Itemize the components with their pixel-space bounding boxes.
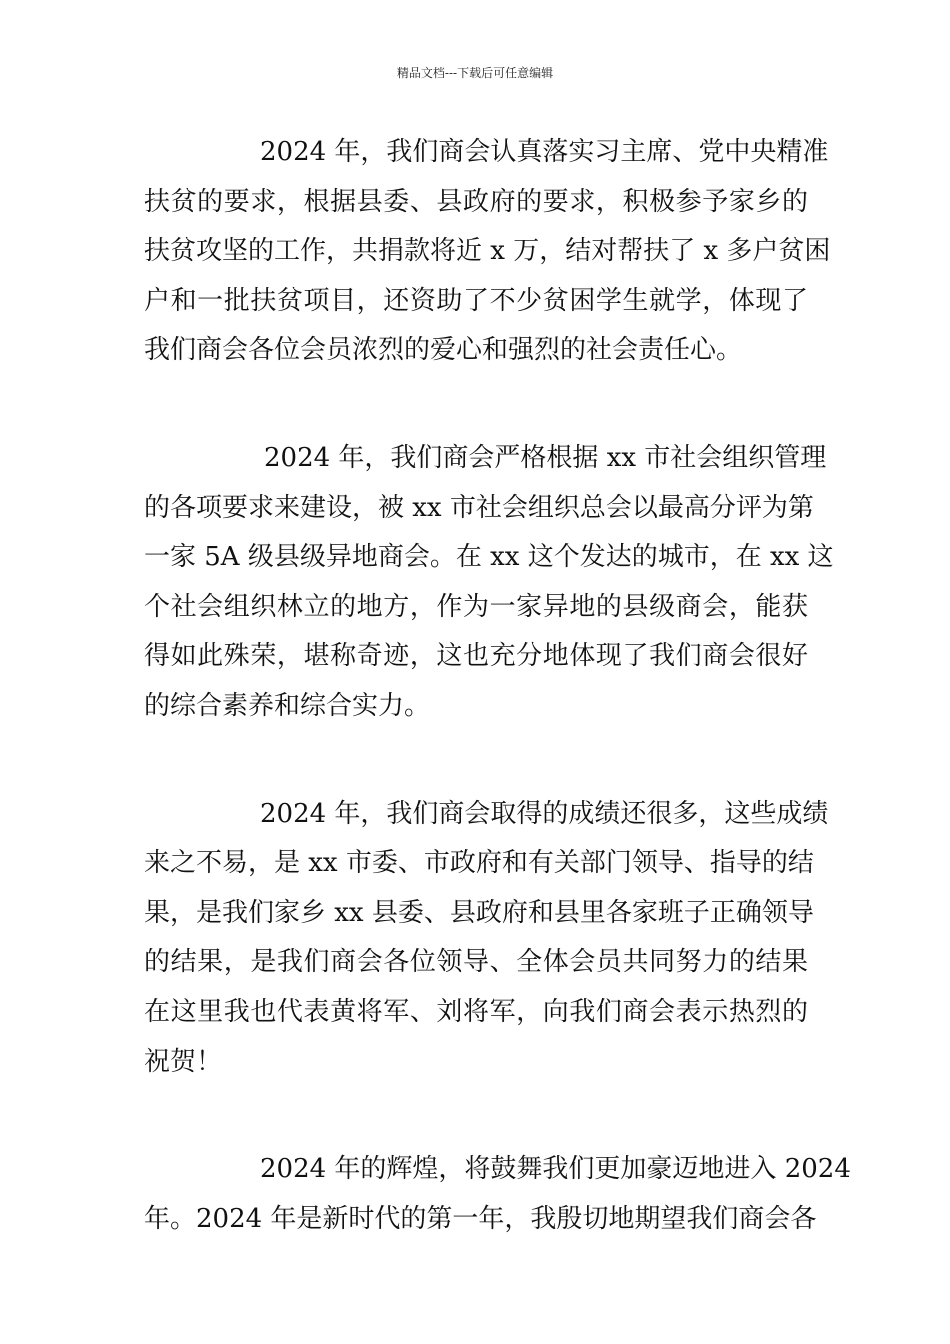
paragraph-line: 的结果，是我们商会各位领导、全体会员共同努力的结果 [144, 947, 808, 978]
paragraph-line: 在这里我也代表黄将军、刘将军，向我们商会表示热烈的 [144, 996, 808, 1027]
paragraph-line: 得如此殊荣，堪称奇迹，这也充分地体现了我们商会很好 [144, 641, 808, 672]
document-body [144, 128, 851, 1302]
paragraph-line: 个社会组织林立的地方，作为一家异地的县级商会，能获 [144, 591, 808, 622]
paragraph-line: 果，是我们家乡 xx 县委、县政府和县里各家班子正确领导 [144, 897, 814, 928]
paragraph-line: 一家 5A 级县级异地商会。在 xx 这个发达的城市，在 xx 这 [144, 542, 834, 573]
paragraph-2 [144, 434, 834, 732]
page-header: 精品文档---下载后可任意编辑 [396, 66, 554, 80]
paragraph-line: 2024 年的辉煌，将鼓舞我们更加豪迈地进入 2024 [260, 1154, 851, 1185]
paragraph-line: 2024 年，我们商会认真落实习主席、党中央精准 [260, 137, 829, 167]
paragraph-line: 2024 年，我们商会严格根据 xx 市社会组织管理 [264, 442, 827, 473]
paragraph-line: 2024 年，我们商会取得的成绩还很多，这些成绩 [260, 798, 829, 829]
paragraph-line: 年。2024 年是新时代的第一年，我殷切地期望我们商会各 [144, 1203, 817, 1234]
paragraph-4 [144, 1145, 851, 1244]
paragraph-line: 我们商会各位会员浓烈的爱心和强烈的社会责任心。 [144, 335, 743, 366]
paragraph-line: 来之不易，是 xx 市委、市政府和有关部门领导、指导的结 [144, 848, 814, 879]
paragraph-1 [144, 128, 831, 376]
paragraph-line: 扶贫攻坚的工作，共捐款将近 x 万，结对帮扶了 x 多户贫困 [144, 236, 831, 267]
paragraph-line: 的各项要求来建设，被 xx 市社会组织总会以最高分评为第 [144, 492, 814, 523]
paragraph-line: 的综合素养和综合实力。 [144, 690, 431, 721]
paragraph-line: 户和一批扶贫项目，还资助了不少贫困学生就学，体现了 [144, 285, 808, 316]
paragraph-3 [144, 790, 829, 1088]
paragraph-line: 扶贫的要求，根据县委、县政府的要求，积极参予家乡的 [144, 186, 808, 217]
paragraph-line: 祝贺！ [144, 1046, 223, 1077]
